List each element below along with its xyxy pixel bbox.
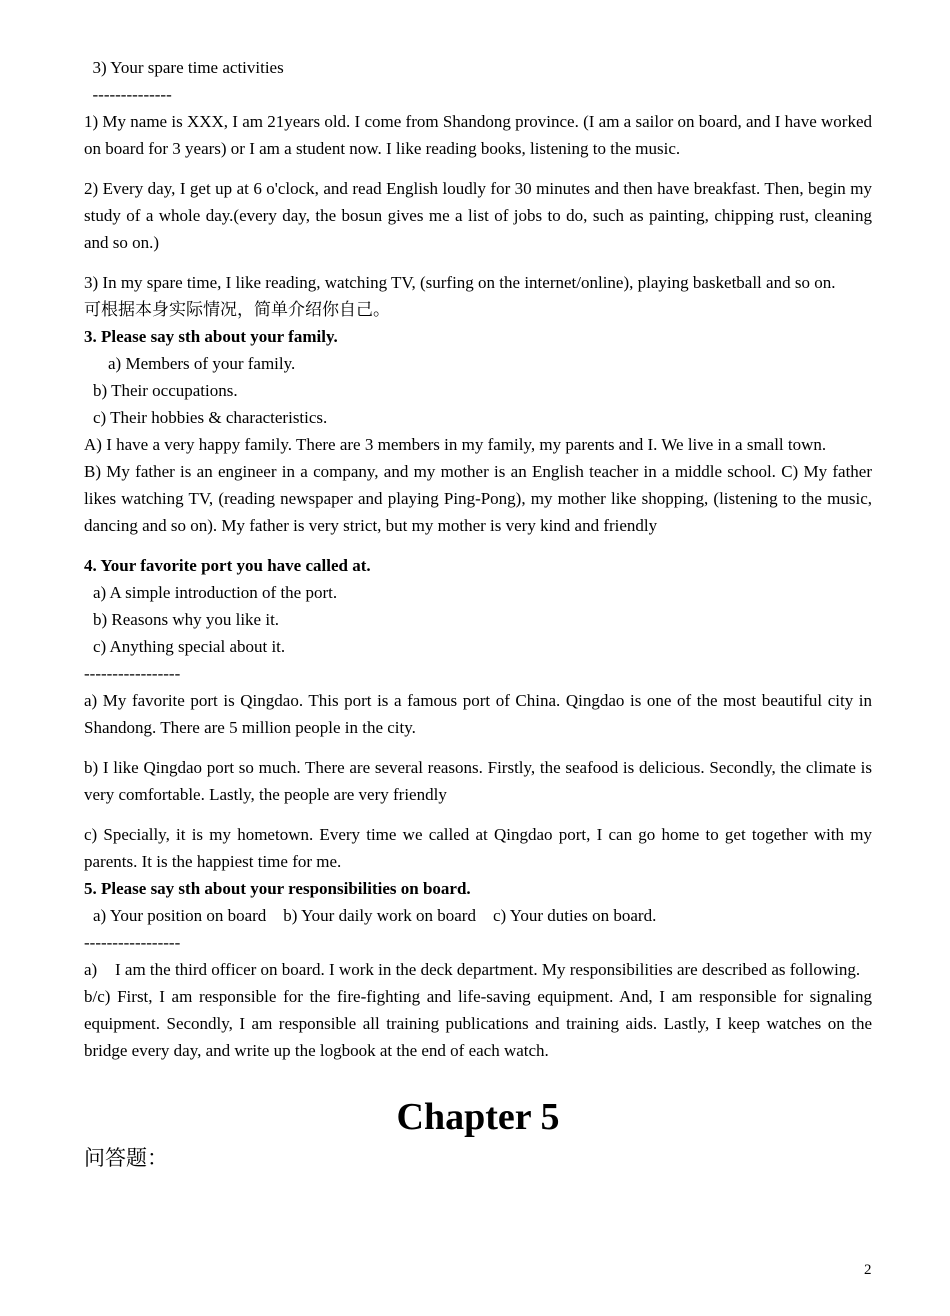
topic-line: 3) Your spare time activities (84, 58, 284, 77)
separator: ----------------- (84, 933, 181, 952)
question-heading: 5. Please say sth about your responsibilities on board. (84, 879, 471, 898)
answer-paragraph: c) Specially, it is my hometown. Every time we called at Qingdao port, I can go home to get together with my parents. It is the happiest time for me. (84, 825, 872, 871)
separator: ----------------- (84, 664, 181, 683)
sub-item: c) Their hobbies & characteristics. (93, 408, 328, 427)
answer-paragraph: b/c) First, I am responsible for the fire-fighting and life-saving equipment. And, I am responsible for signaling equipment. Secondly, I am responsible all training publications and training aids. Lastly, I keep watches on the bridge every day, and write up the logbook at the end of each watch. (84, 987, 872, 1060)
sub-item: a) Members of your family. (108, 354, 296, 373)
sub-item: b) Their occupations. (93, 381, 238, 400)
answer-paragraph: 3) In my spare time, I like reading, watching TV, (surfing on the internet/online), playing basketball and so on. (84, 273, 836, 292)
separator: -------------- (84, 85, 172, 104)
page-content (84, 54, 872, 1173)
sub-item: c) Anything special about it. (93, 637, 286, 656)
answer-list-item (84, 956, 872, 983)
question-heading: 4. Your favorite port you have called at. (84, 556, 371, 575)
list-label: a) (84, 960, 98, 979)
page-number: 2 (864, 1262, 872, 1278)
answer-paragraph: b) I like Qingdao port so much. There are several reasons. Firstly, the seafood is delicious. Secondly, the climate is very comfortable. Lastly, the people are very friendly (84, 758, 872, 804)
qa-label: 问答题： (84, 1146, 168, 1170)
chinese-note: 可根据本身实际情况，简单介绍你自己。 (84, 300, 390, 319)
question-heading: 3. Please say sth about your family. (84, 327, 338, 346)
answer-paragraph: a) My favorite port is Qingdao. This port is a famous port of China. Qingdao is one of the most beautiful city in Shandong. There are 5 million people in the city. (84, 691, 872, 737)
sub-item: a) A simple introduction of the port. (93, 583, 338, 602)
answer-paragraph: B) My father is an engineer in a company, and my mother is an English teacher in a middle school. C) My father likes watching TV, (reading newspaper and playing Ping-Pong), my mother like shopping, (listening to the music, dancing and so on). My father is very strict, but my mother is very kind and friendly (84, 462, 872, 535)
answer-paragraph: A) I have a very happy family. There are 3 members in my family, my parents and I. We live in a small town. (84, 435, 827, 454)
answer-paragraph: 2) Every day, I get up at 6 o'clock, and read English loudly for 30 minutes and then have breakfast. Then, begin my study of a whole day.(every day, the bosun gives me a list of jobs to do, such as painting, chipping rust, cleaning and so on.) (84, 179, 872, 252)
sub-item: b) Reasons why you like it. (93, 610, 280, 629)
chapter-title: Chapter 5 (396, 1096, 560, 1138)
sub-item: a) Your position on board b) Your daily work on board c) Your duties on board. (93, 906, 657, 925)
list-text: I am the third officer on board. I work in the deck department. My responsibilities are described as following. (115, 960, 861, 979)
answer-paragraph: 1) My name is XXX, I am 21years old. I come from Shandong province. (I am a sailor on board, and I have worked on board for 3 years) or I am a student now. I like reading books, listening to the music. (84, 112, 872, 158)
